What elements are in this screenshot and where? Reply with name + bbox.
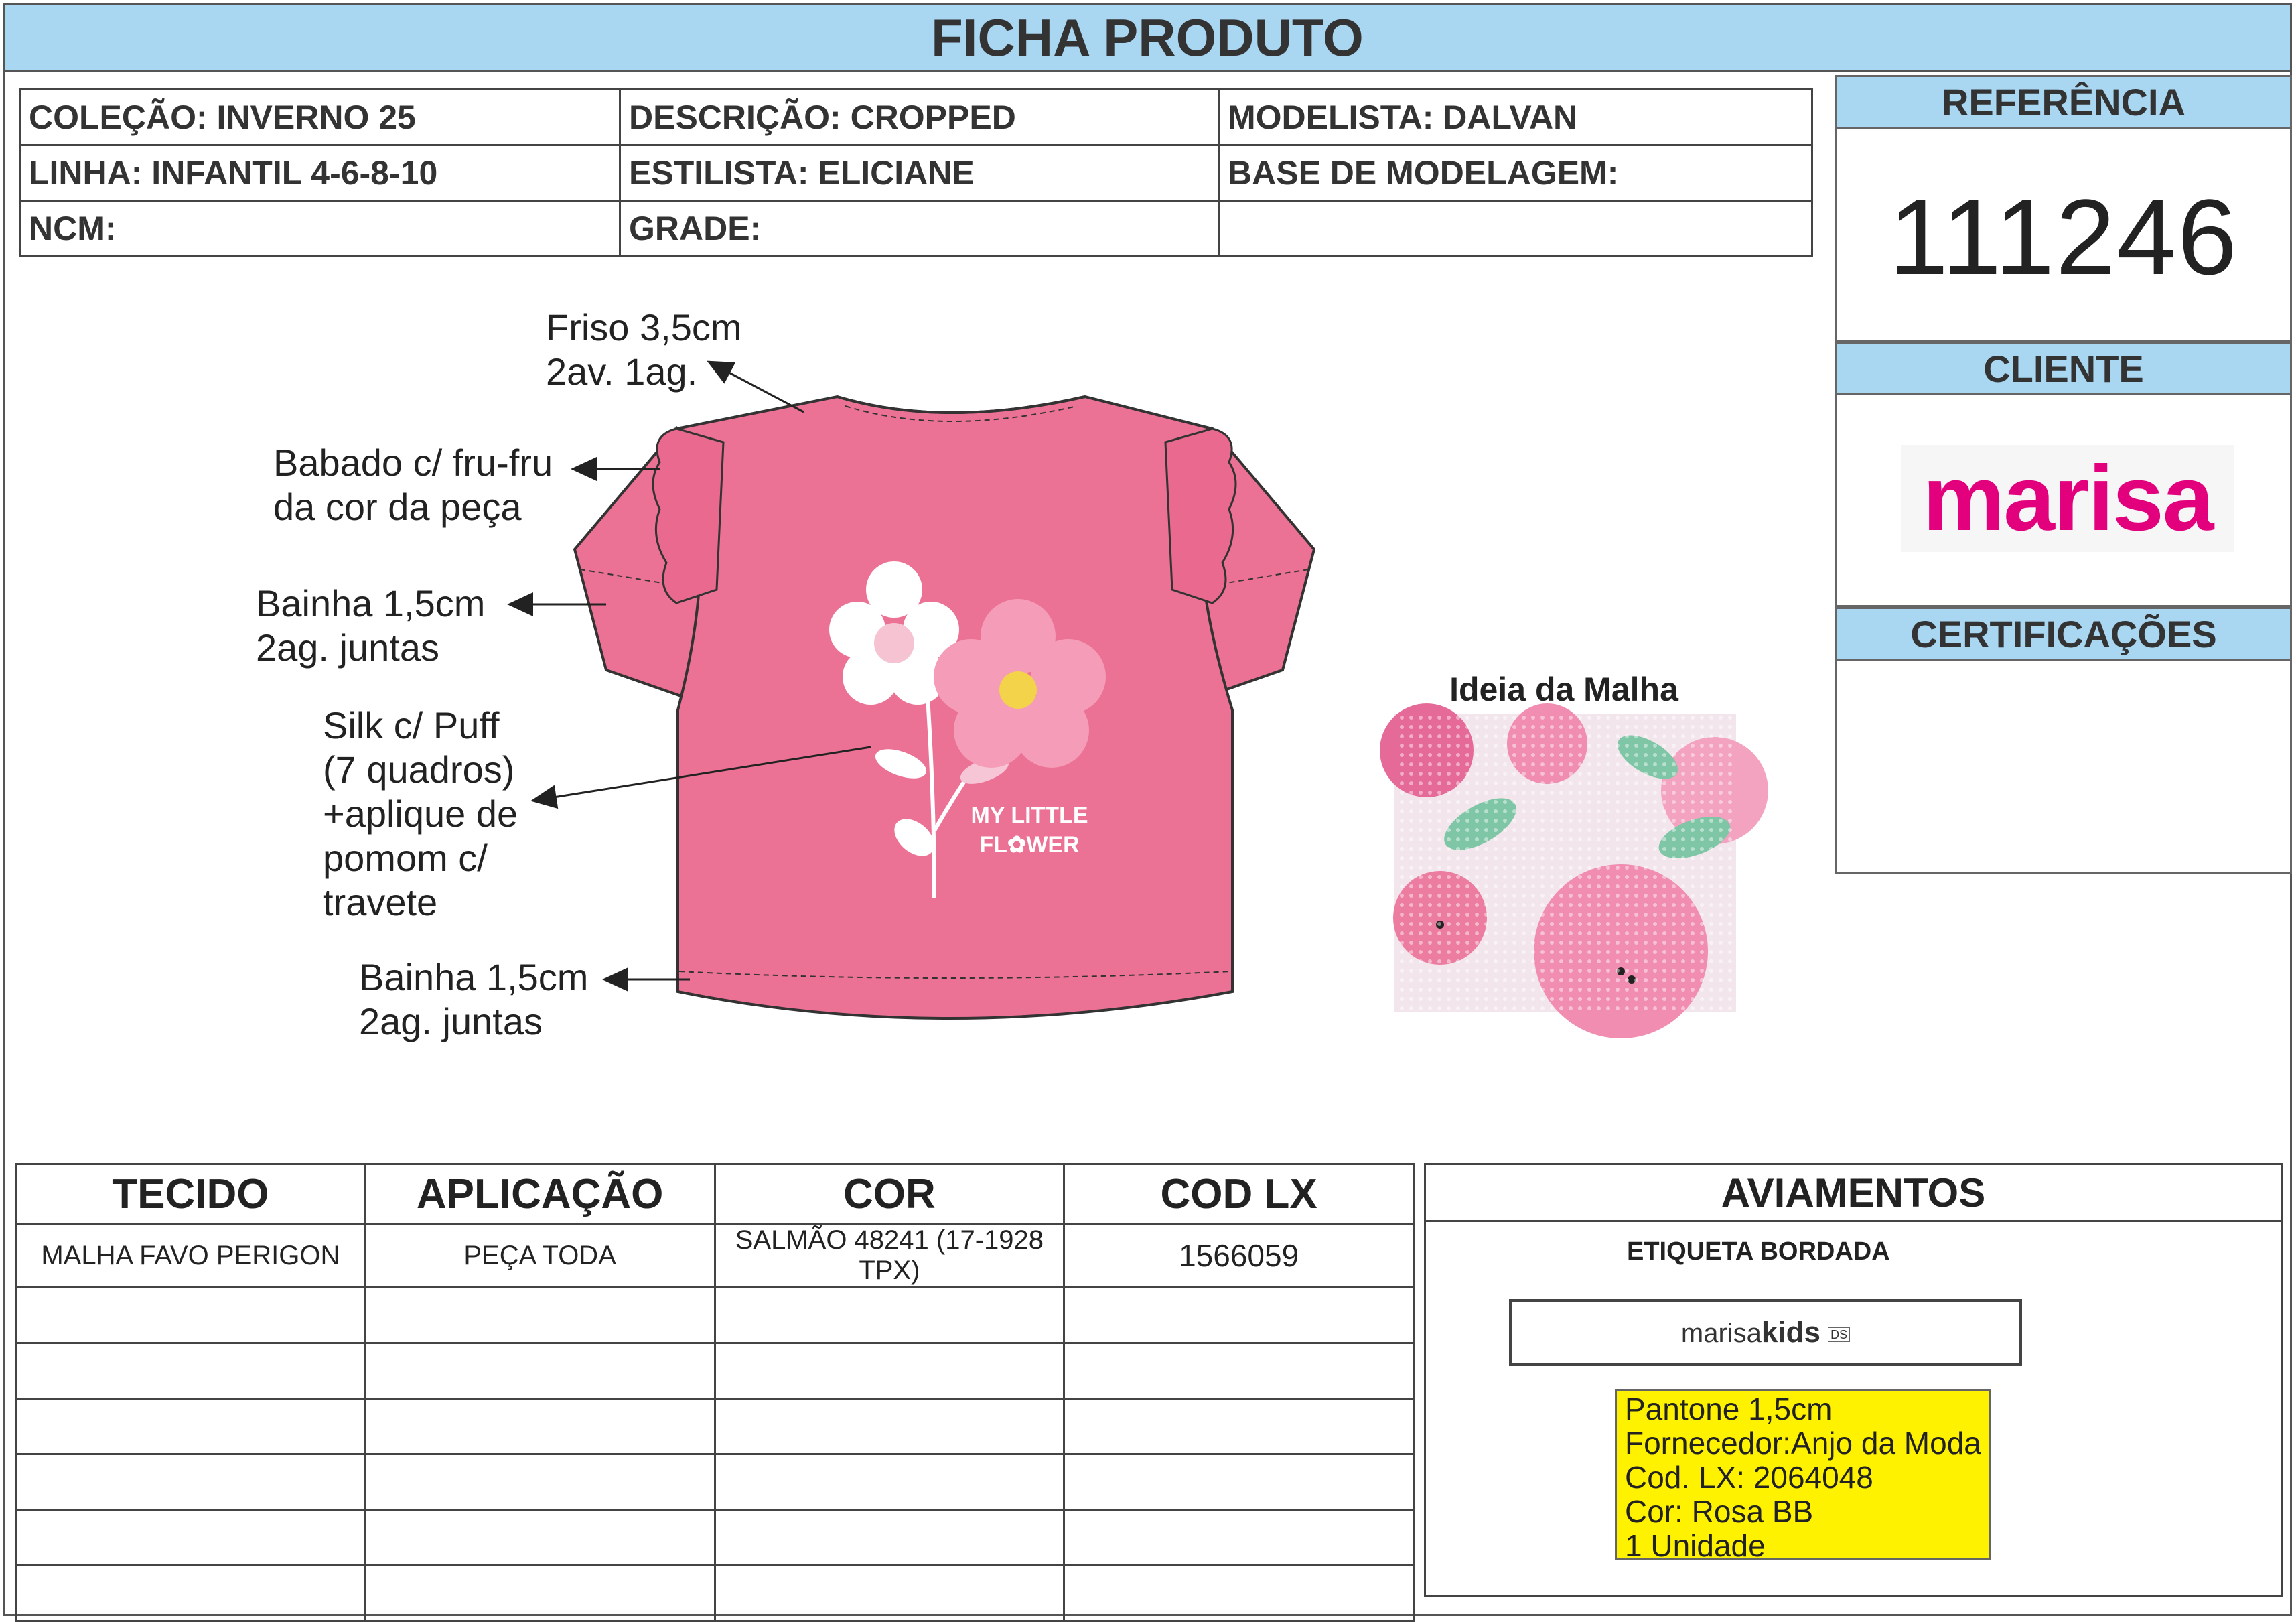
friso-callout: Friso 3,5cm 2av. 1ag. xyxy=(546,306,742,393)
aviamentos-panel xyxy=(1424,1163,2283,1597)
table-row xyxy=(16,1399,1414,1455)
aplicacao-header: APLICAÇÃO xyxy=(365,1164,715,1224)
label-brand-bold: kids xyxy=(1761,1316,1820,1349)
codlx-header: COD LX xyxy=(1064,1164,1414,1224)
table-cell xyxy=(365,1288,715,1343)
table-cell xyxy=(365,1510,715,1566)
bainha-manga-callout: Bainha 1,5cm 2ag. juntas xyxy=(256,582,486,669)
table-cell xyxy=(16,1566,366,1621)
table-cell xyxy=(365,1455,715,1510)
table-cell xyxy=(16,1510,366,1566)
table-cell xyxy=(1064,1510,1414,1566)
table-row xyxy=(16,1224,1414,1288)
grade-cell: GRADE: xyxy=(620,201,1219,257)
cor-cell: SALMÃO 48241 (17-1928 TPX) xyxy=(715,1224,1064,1288)
bainha-barra-callout: Bainha 1,5cm 2ag. juntas xyxy=(359,956,589,1042)
tecido-header: TECIDO xyxy=(16,1164,366,1224)
table-row xyxy=(16,1510,1414,1566)
table-cell xyxy=(1064,1455,1414,1510)
malha-swatch-image xyxy=(1380,703,1768,1038)
table-row xyxy=(16,1455,1414,1510)
tecido-cell: MALHA FAVO PERIGON xyxy=(16,1224,366,1288)
table-cell xyxy=(16,1288,366,1343)
table-cell xyxy=(16,1455,366,1510)
table-cell xyxy=(1064,1399,1414,1455)
table-cell xyxy=(715,1399,1064,1455)
babado-callout: Babado c/ fru-fru da cor da peça xyxy=(273,442,553,528)
table-cell xyxy=(715,1288,1064,1343)
label-brand: marisa xyxy=(1680,1319,1762,1348)
colecao-cell: COLEÇÃO: INVERNO 25 xyxy=(20,90,620,145)
note-line: Cor: Rosa BB xyxy=(1625,1494,1814,1529)
table-cell xyxy=(715,1510,1064,1566)
cliente-header: CLIENTE xyxy=(1835,342,2292,395)
table-row xyxy=(16,1288,1414,1343)
referencia-header: REFERÊNCIA xyxy=(1835,75,2292,129)
materials-table xyxy=(15,1163,1415,1622)
table-row xyxy=(16,1343,1414,1399)
pantone-note xyxy=(1615,1389,1991,1563)
label-tag: DS xyxy=(1828,1327,1850,1342)
page-title: FICHA PRODUTO xyxy=(3,3,2292,72)
table-row xyxy=(16,1566,1414,1621)
note-line: Fornecedor:Anjo da Moda xyxy=(1625,1426,1981,1461)
descricao-cell: DESCRIÇÃO: CROPPED xyxy=(620,90,1219,145)
table-cell xyxy=(16,1399,366,1455)
malha-title: Ideia da Malha xyxy=(1449,671,1678,708)
base-modelagem-cell: BASE DE MODELAGEM: xyxy=(1219,145,1812,201)
aplicacao-cell: PEÇA TODA xyxy=(365,1224,715,1288)
table-cell xyxy=(365,1343,715,1399)
referencia-number: 111246 xyxy=(1888,177,2239,297)
cor-header: COR xyxy=(715,1164,1064,1224)
table-cell xyxy=(715,1455,1064,1510)
etiqueta-bordada-image xyxy=(1509,1299,2022,1366)
ncm-cell: NCM: xyxy=(20,201,620,257)
table-cell xyxy=(365,1399,715,1455)
linha-cell: LINHA: INFANTIL 4-6-8-10 xyxy=(20,145,620,201)
table-cell xyxy=(16,1343,366,1399)
table-cell xyxy=(715,1343,1064,1399)
table-cell xyxy=(1064,1288,1414,1343)
marisa-logo: marisa xyxy=(1901,445,2234,552)
modelista-cell: MODELISTA: DALVAN xyxy=(1219,90,1812,145)
left-ruffle xyxy=(653,429,723,603)
note-line: Pantone 1,5cm xyxy=(1625,1392,1833,1426)
note-line: Cod. LX: 2064048 xyxy=(1625,1460,1873,1495)
table-cell xyxy=(1064,1566,1414,1621)
etiqueta-label: ETIQUETA BORDADA xyxy=(1627,1237,1890,1266)
table-cell xyxy=(1064,1343,1414,1399)
table-cell xyxy=(365,1566,715,1621)
certificacoes-header: CERTIFICAÇÕES xyxy=(1835,607,2292,661)
print-text-line1: MY LITTLE xyxy=(971,803,1088,828)
note-line: 1 Unidade xyxy=(1625,1528,1766,1563)
estilista-cell: ESTILISTA: ELICIANE xyxy=(620,145,1219,201)
codlx-cell: 1566059 xyxy=(1064,1224,1414,1288)
aviamentos-title: AVIAMENTOS xyxy=(1426,1165,2281,1222)
silk-callout: Silk c/ Puff (7 quadros) +aplique de pomom c/ travete xyxy=(323,704,518,923)
print-text-line2: FL✿WER xyxy=(979,832,1080,858)
table-cell xyxy=(715,1566,1064,1621)
right-ruffle xyxy=(1165,429,1236,603)
